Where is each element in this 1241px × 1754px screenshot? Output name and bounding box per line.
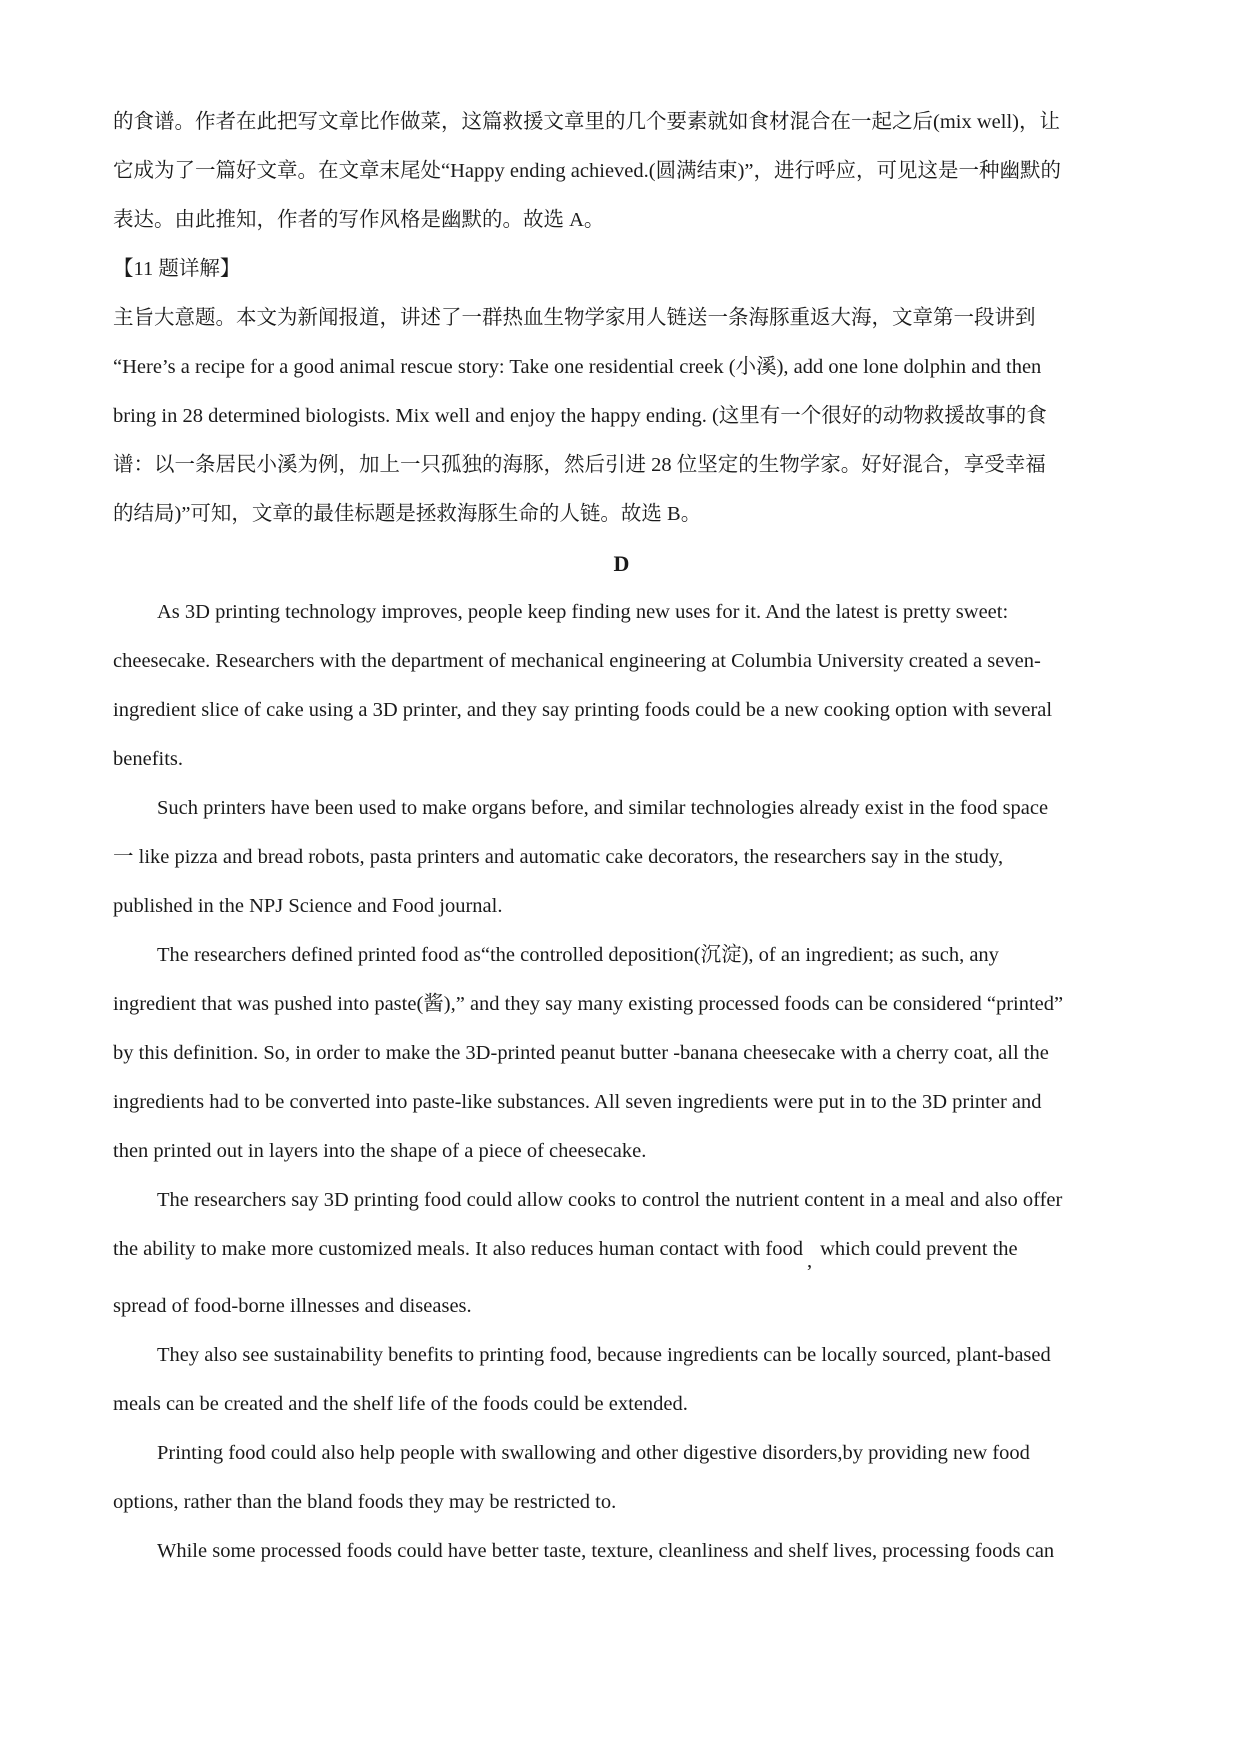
paragraph-5-line: meals can be created and the shelf life of the foods could be extended.	[113, 1393, 688, 1415]
q11-explanation-line: 主旨大意题。本文为新闻报道，讲述了一群热血生物学家用人链送一条海豚重返大海，文章第一段讲到	[113, 307, 1036, 329]
document-page	[113, 98, 1130, 1576]
paragraph-4-text: the ability to make more customized meals. It also reduces human contact with food	[113, 1238, 803, 1260]
stray-comma: ,	[806, 1250, 813, 1272]
paragraph-6-line: Printing food could also help people with swallowing and other digestive disorders,by providing new food	[157, 1442, 1030, 1464]
paragraph-4-line: The researchers say 3D printing food could allow cooks to control the nutrient content in a meal and also offer	[157, 1189, 1063, 1211]
paragraph-1-line: cheesecake. Researchers with the department of mechanical engineering at Columbia University created a seven-	[113, 650, 1041, 672]
prev-explanation-line: 表达。由此推知，作者的写作风格是幽默的。故选 A。	[113, 209, 605, 231]
prev-explanation-line: 它成为了一篇好文章。在文章末尾处“Happy ending achieved.(圆满结束)”，进行呼应，可见这是一种幽默的	[113, 160, 1062, 182]
paragraph-1-line: benefits.	[113, 748, 184, 770]
paragraph-4-line: spread of food-borne illnesses and diseases.	[113, 1295, 472, 1317]
paragraph-3-line: The researchers defined printed food as“the controlled deposition(沉淀), of an ingredient; as such, any	[157, 944, 999, 966]
section-d-heading: D	[613, 551, 630, 576]
paragraph-3-line: then printed out in layers into the shape of a piece of cheesecake.	[113, 1140, 647, 1162]
paragraph-1-line: ingredient slice of cake using a 3D printer, and they say printing foods could be a new cooking option with several	[113, 699, 1053, 721]
paragraph-3-line: ingredient that was pushed into paste(酱),” and they say many existing processed foods can be considered “printed”	[113, 993, 1064, 1015]
paragraph-4-text: which could prevent the	[820, 1238, 1018, 1260]
paragraph-3-line: by this definition. So, in order to make the 3D-printed peanut butter -banana cheesecake with a cherry coat, all the	[113, 1042, 1049, 1064]
prev-explanation-line: 的食谱。作者在此把写文章比作做菜，这篇救援文章里的几个要素就如食材混合在一起之后(mix well)，让	[113, 111, 1060, 133]
paragraph-2-line: 一 like pizza and bread robots, pasta printers and automatic cake decorators, the researchers say in the study,	[113, 846, 1004, 868]
q11-explanation-line: bring in 28 determined biologists. Mix well and enjoy the happy ending. (这里有一个很好的动物救援故事的食	[113, 405, 1047, 427]
paragraph-6-line: options, rather than the bland foods they may be restricted to.	[113, 1491, 617, 1513]
paragraph-7-line: While some processed foods could have better taste, texture, cleanliness and shelf lives, processing foods can	[157, 1540, 1055, 1562]
q11-explanation-line: “Here’s a recipe for a good animal rescue story: Take one residential creek (小溪), add one lone dolphin and then	[113, 356, 1042, 378]
question-11-label: 【11 题详解】	[113, 258, 241, 280]
paragraph-5-line: They also see sustainability benefits to printing food, because ingredients can be locally sourced, plant-based	[157, 1344, 1051, 1366]
paragraph-1-line: As 3D printing technology improves, people keep finding new uses for it. And the latest is pretty sweet:	[157, 601, 1009, 623]
q11-explanation-line: 的结局)”可知，文章的最佳标题是拯救海豚生命的人链。故选 B。	[113, 503, 702, 525]
paragraph-2-line: published in the NPJ Science and Food journal.	[113, 895, 503, 917]
paragraph-2-line: Such printers have been used to make organs before, and similar technologies already exist in the food space	[157, 797, 1049, 819]
paragraph-4-line	[113, 1225, 1130, 1274]
paragraph-3-line: ingredients had to be converted into paste-like substances. All seven ingredients were put in to the 3D printer and	[113, 1091, 1042, 1113]
q11-explanation-line: 谱：以一条居民小溪为例，加上一只孤独的海豚，然后引进 28 位坚定的生物学家。好好混合，享受幸福	[113, 454, 1046, 476]
spacer	[113, 1274, 1130, 1282]
